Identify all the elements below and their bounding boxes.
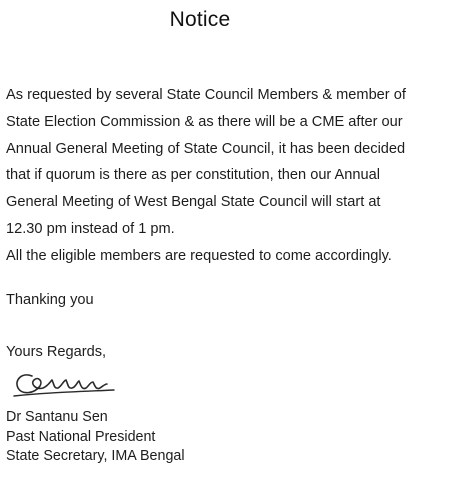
signatory-block (6, 408, 185, 467)
eligible-members-line (6, 243, 446, 270)
body-line: As requested by several State Council Members & member of (6, 87, 406, 103)
notice-body-paragraph (6, 82, 446, 243)
signatory-name: Dr Santanu Sen (6, 409, 108, 425)
regards-text: Yours Regards, (6, 344, 107, 360)
body-line: Annual General Meeting of State Council, it has been decided (6, 140, 406, 157)
thanks-text: Thanking you (6, 292, 94, 308)
thanking-you (6, 287, 446, 314)
body-line: that if quorum is there as per constitution, then our Annual (6, 167, 380, 184)
eligible-text: All the eligible members are requested to come accordingly. (6, 248, 392, 264)
handwritten-signature (10, 362, 120, 402)
signatory-title-2: State Secretary, IMA Bengal (6, 448, 185, 464)
body-line: State Election Commission & as there will be a CME after our (6, 113, 403, 130)
signatory-title-1: Past National President (6, 428, 156, 445)
body-line: General Meeting of West Bengal State Council will start at (6, 194, 381, 211)
body-line: 12.30 pm instead of 1 pm. (6, 220, 175, 237)
notice-title: Notice (169, 8, 231, 31)
